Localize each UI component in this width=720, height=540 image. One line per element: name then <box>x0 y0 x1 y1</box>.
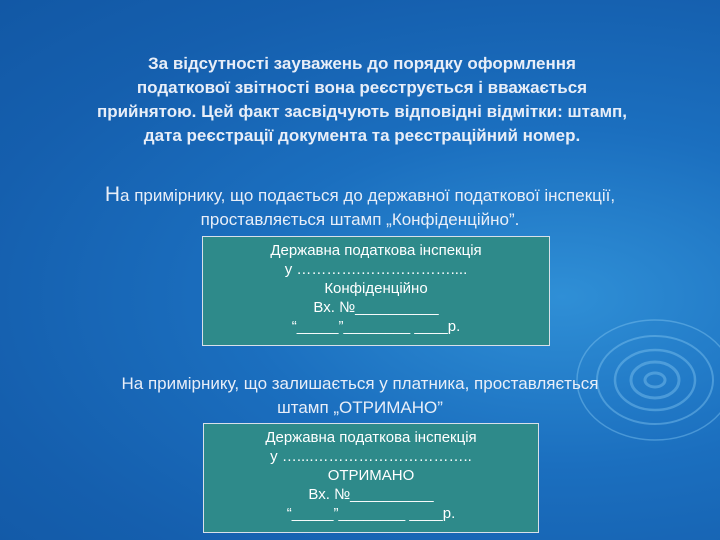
stamp1-number: Вх. №__________ <box>313 299 439 316</box>
received-line-2: штамп „ОТРИМАНО” <box>277 398 443 417</box>
confidential-line-1-text: а примірнику, що подається до державної податкової інспекції, <box>120 186 616 205</box>
intro-line-1: За відсутності зауважень до порядку оформлення <box>148 54 576 73</box>
stamp1-location: у ………….……………….... <box>284 261 468 278</box>
intro-line-2: податкової звітності вона реєструється і вважається <box>136 78 588 97</box>
stamp-confidential <box>202 236 550 346</box>
stamp2-number: Вх. №__________ <box>308 486 434 503</box>
stamp2-title: ОТРИМАНО <box>327 467 415 484</box>
intro-line-4: дата реєстрації документа та реєстраційний номер. <box>143 126 581 145</box>
confidential-line-1 <box>40 183 680 208</box>
stamp1-inspection: Державна податкова інспекція <box>270 242 482 259</box>
confidential-line-2: проставляється штамп „Конфіденційно”. <box>200 210 520 229</box>
stamp2-inspection: Державна податкова інспекція <box>265 429 477 446</box>
stamp2-location: у …....………………………….. <box>270 448 472 465</box>
stamp-received <box>203 423 539 533</box>
stamp2-date: “_____”________ ____р. <box>286 505 456 522</box>
intro-paragraph <box>30 52 694 148</box>
stamp1-title: Конфіденційно <box>324 280 428 297</box>
drop-initial: Н <box>104 183 121 206</box>
stamp1-date: “_____”________ ____р. <box>291 318 461 335</box>
intro-line-3: прийнятою. Цей факт засвідчують відповідні відмітки: штамп, <box>96 102 628 121</box>
confidential-paragraph <box>40 183 680 232</box>
received-line-1: На примірнику, що залишається у платника, проставляється <box>121 374 599 393</box>
received-paragraph <box>40 372 680 420</box>
